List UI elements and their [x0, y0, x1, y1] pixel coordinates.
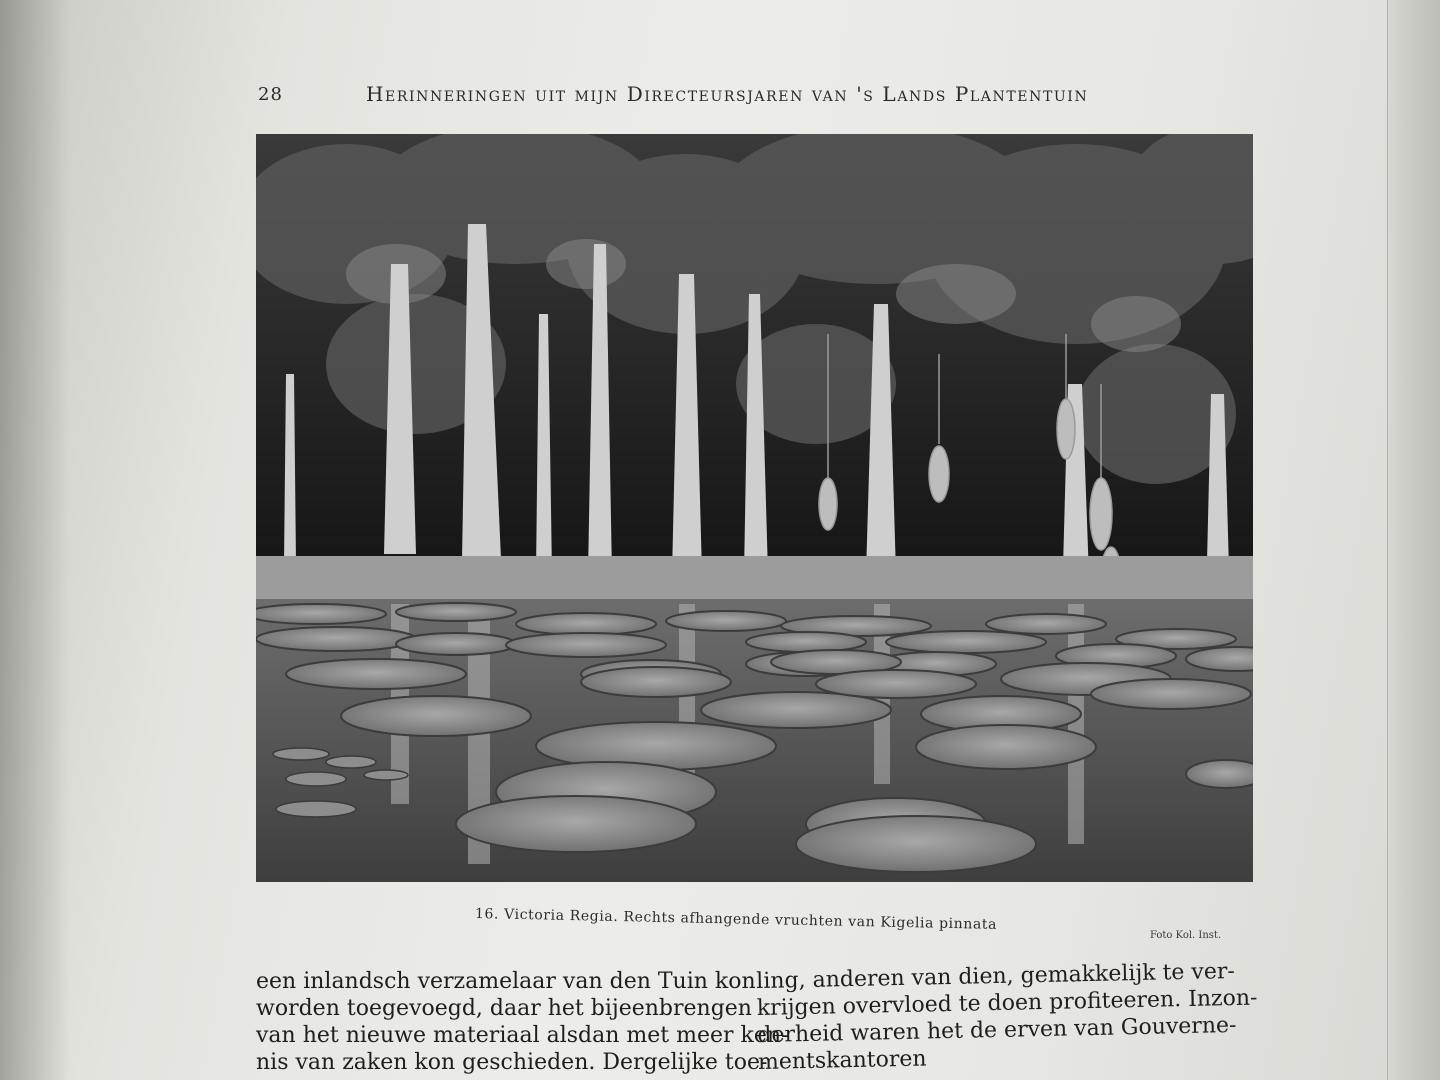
text-line: krijgen overvloed te doen profiteeren. Inzon- [756, 985, 1258, 1021]
text-line: ling, anderen van dien, gemakkelijk te ver- [756, 958, 1236, 994]
running-head: Herinneringen uit mijn Directeursjaren van 's Lands Plantentuin [366, 82, 1089, 106]
pond-bank [256, 556, 1253, 606]
photo-credit: Foto Kol. Inst. [1150, 930, 1222, 941]
text-line: mentskantoren [757, 1046, 927, 1075]
text-line: nis van zaken kon geschieden. Dergelijke toe- [256, 1050, 768, 1075]
page-shadow [0, 0, 70, 1080]
text-line: een inlandsch verzamelaar van den Tuin kon [256, 969, 756, 994]
victoria-regia-photo [256, 134, 1253, 882]
pond-photo-illustration [256, 134, 1253, 882]
next-page-edge [1387, 0, 1440, 1080]
body-text-right-column [756, 958, 1258, 1076]
page-header [258, 80, 1188, 116]
text-line: van het nieuwe materiaal alsdan met meer ken- [256, 1023, 789, 1048]
figure-caption: 16. Victoria Regia. Rechts afhangende vruchten van Kigelia pinnata [474, 906, 998, 933]
text-line: derheid waren het de erven van Gouverne- [757, 1012, 1237, 1048]
text-line: worden toegevoegd, daar het bijeenbrengen [256, 996, 752, 1021]
page-number: 28 [258, 84, 283, 105]
body-text-left-column [256, 968, 789, 1076]
